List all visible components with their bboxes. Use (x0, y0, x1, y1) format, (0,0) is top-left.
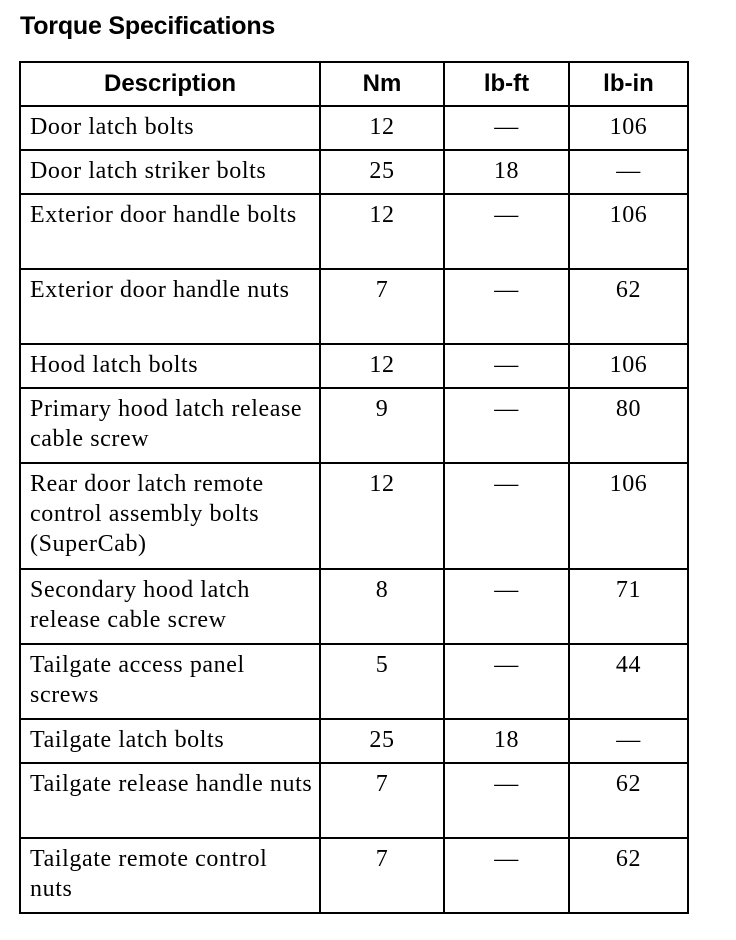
cell-nm: 12 (320, 344, 444, 388)
cell-nm: 9 (320, 388, 444, 463)
table-row (20, 106, 688, 150)
cell-description: Tailgate access panel screws (20, 644, 320, 719)
cell-description: Rear door latch remote control assembly bolts (SuperCab) (20, 463, 320, 569)
cell-nm: 12 (320, 463, 444, 569)
cell-lbft: — (444, 344, 569, 388)
cell-lbin: 44 (569, 644, 688, 719)
table-row (20, 463, 688, 569)
cell-description: Secondary hood latch release cable screw (20, 569, 320, 644)
table-row (20, 194, 688, 269)
table-row (20, 644, 688, 719)
table-header-row (20, 62, 688, 106)
cell-lbft: — (444, 194, 569, 269)
cell-lbft: — (444, 569, 569, 644)
cell-lbft: — (444, 763, 569, 838)
cell-lbft: — (444, 388, 569, 463)
cell-description: Hood latch bolts (20, 344, 320, 388)
table-row (20, 388, 688, 463)
column-header-nm: Nm (320, 62, 444, 106)
cell-lbin: 80 (569, 388, 688, 463)
cell-description: Exterior door handle nuts (20, 269, 320, 344)
cell-description: Tailgate latch bolts (20, 719, 320, 763)
cell-description: Door latch striker bolts (20, 150, 320, 194)
column-header-lbft: lb-ft (444, 62, 569, 106)
cell-lbin: 62 (569, 763, 688, 838)
cell-lbin: — (569, 719, 688, 763)
page-title: Torque Specifications (20, 12, 276, 40)
cell-nm: 5 (320, 644, 444, 719)
cell-nm: 12 (320, 194, 444, 269)
torque-table (19, 61, 689, 914)
cell-lbft: 18 (444, 150, 569, 194)
cell-description: Tailgate release handle nuts (20, 763, 320, 838)
column-header-description: Description (20, 62, 320, 106)
cell-lbft: — (444, 644, 569, 719)
column-header-lbin: lb-in (569, 62, 688, 106)
table-row (20, 719, 688, 763)
cell-lbin: 106 (569, 106, 688, 150)
table-row (20, 763, 688, 838)
cell-nm: 25 (320, 719, 444, 763)
table-row (20, 838, 688, 913)
cell-lbin: 62 (569, 838, 688, 913)
cell-description: Exterior door handle bolts (20, 194, 320, 269)
table-row (20, 569, 688, 644)
cell-lbin: 106 (569, 194, 688, 269)
cell-lbft: 18 (444, 719, 569, 763)
cell-lbft: — (444, 463, 569, 569)
cell-nm: 25 (320, 150, 444, 194)
cell-nm: 12 (320, 106, 444, 150)
cell-lbin: 62 (569, 269, 688, 344)
cell-nm: 7 (320, 269, 444, 344)
cell-lbft: — (444, 838, 569, 913)
cell-lbin: 71 (569, 569, 688, 644)
cell-description: Tailgate remote control nuts (20, 838, 320, 913)
table-row (20, 344, 688, 388)
cell-lbin: — (569, 150, 688, 194)
cell-lbin: 106 (569, 463, 688, 569)
cell-description: Primary hood latch release cable screw (20, 388, 320, 463)
cell-lbin: 106 (569, 344, 688, 388)
table-row (20, 150, 688, 194)
cell-nm: 7 (320, 838, 444, 913)
cell-nm: 8 (320, 569, 444, 644)
table-row (20, 269, 688, 344)
cell-lbft: — (444, 269, 569, 344)
cell-lbft: — (444, 106, 569, 150)
cell-nm: 7 (320, 763, 444, 838)
cell-description: Door latch bolts (20, 106, 320, 150)
